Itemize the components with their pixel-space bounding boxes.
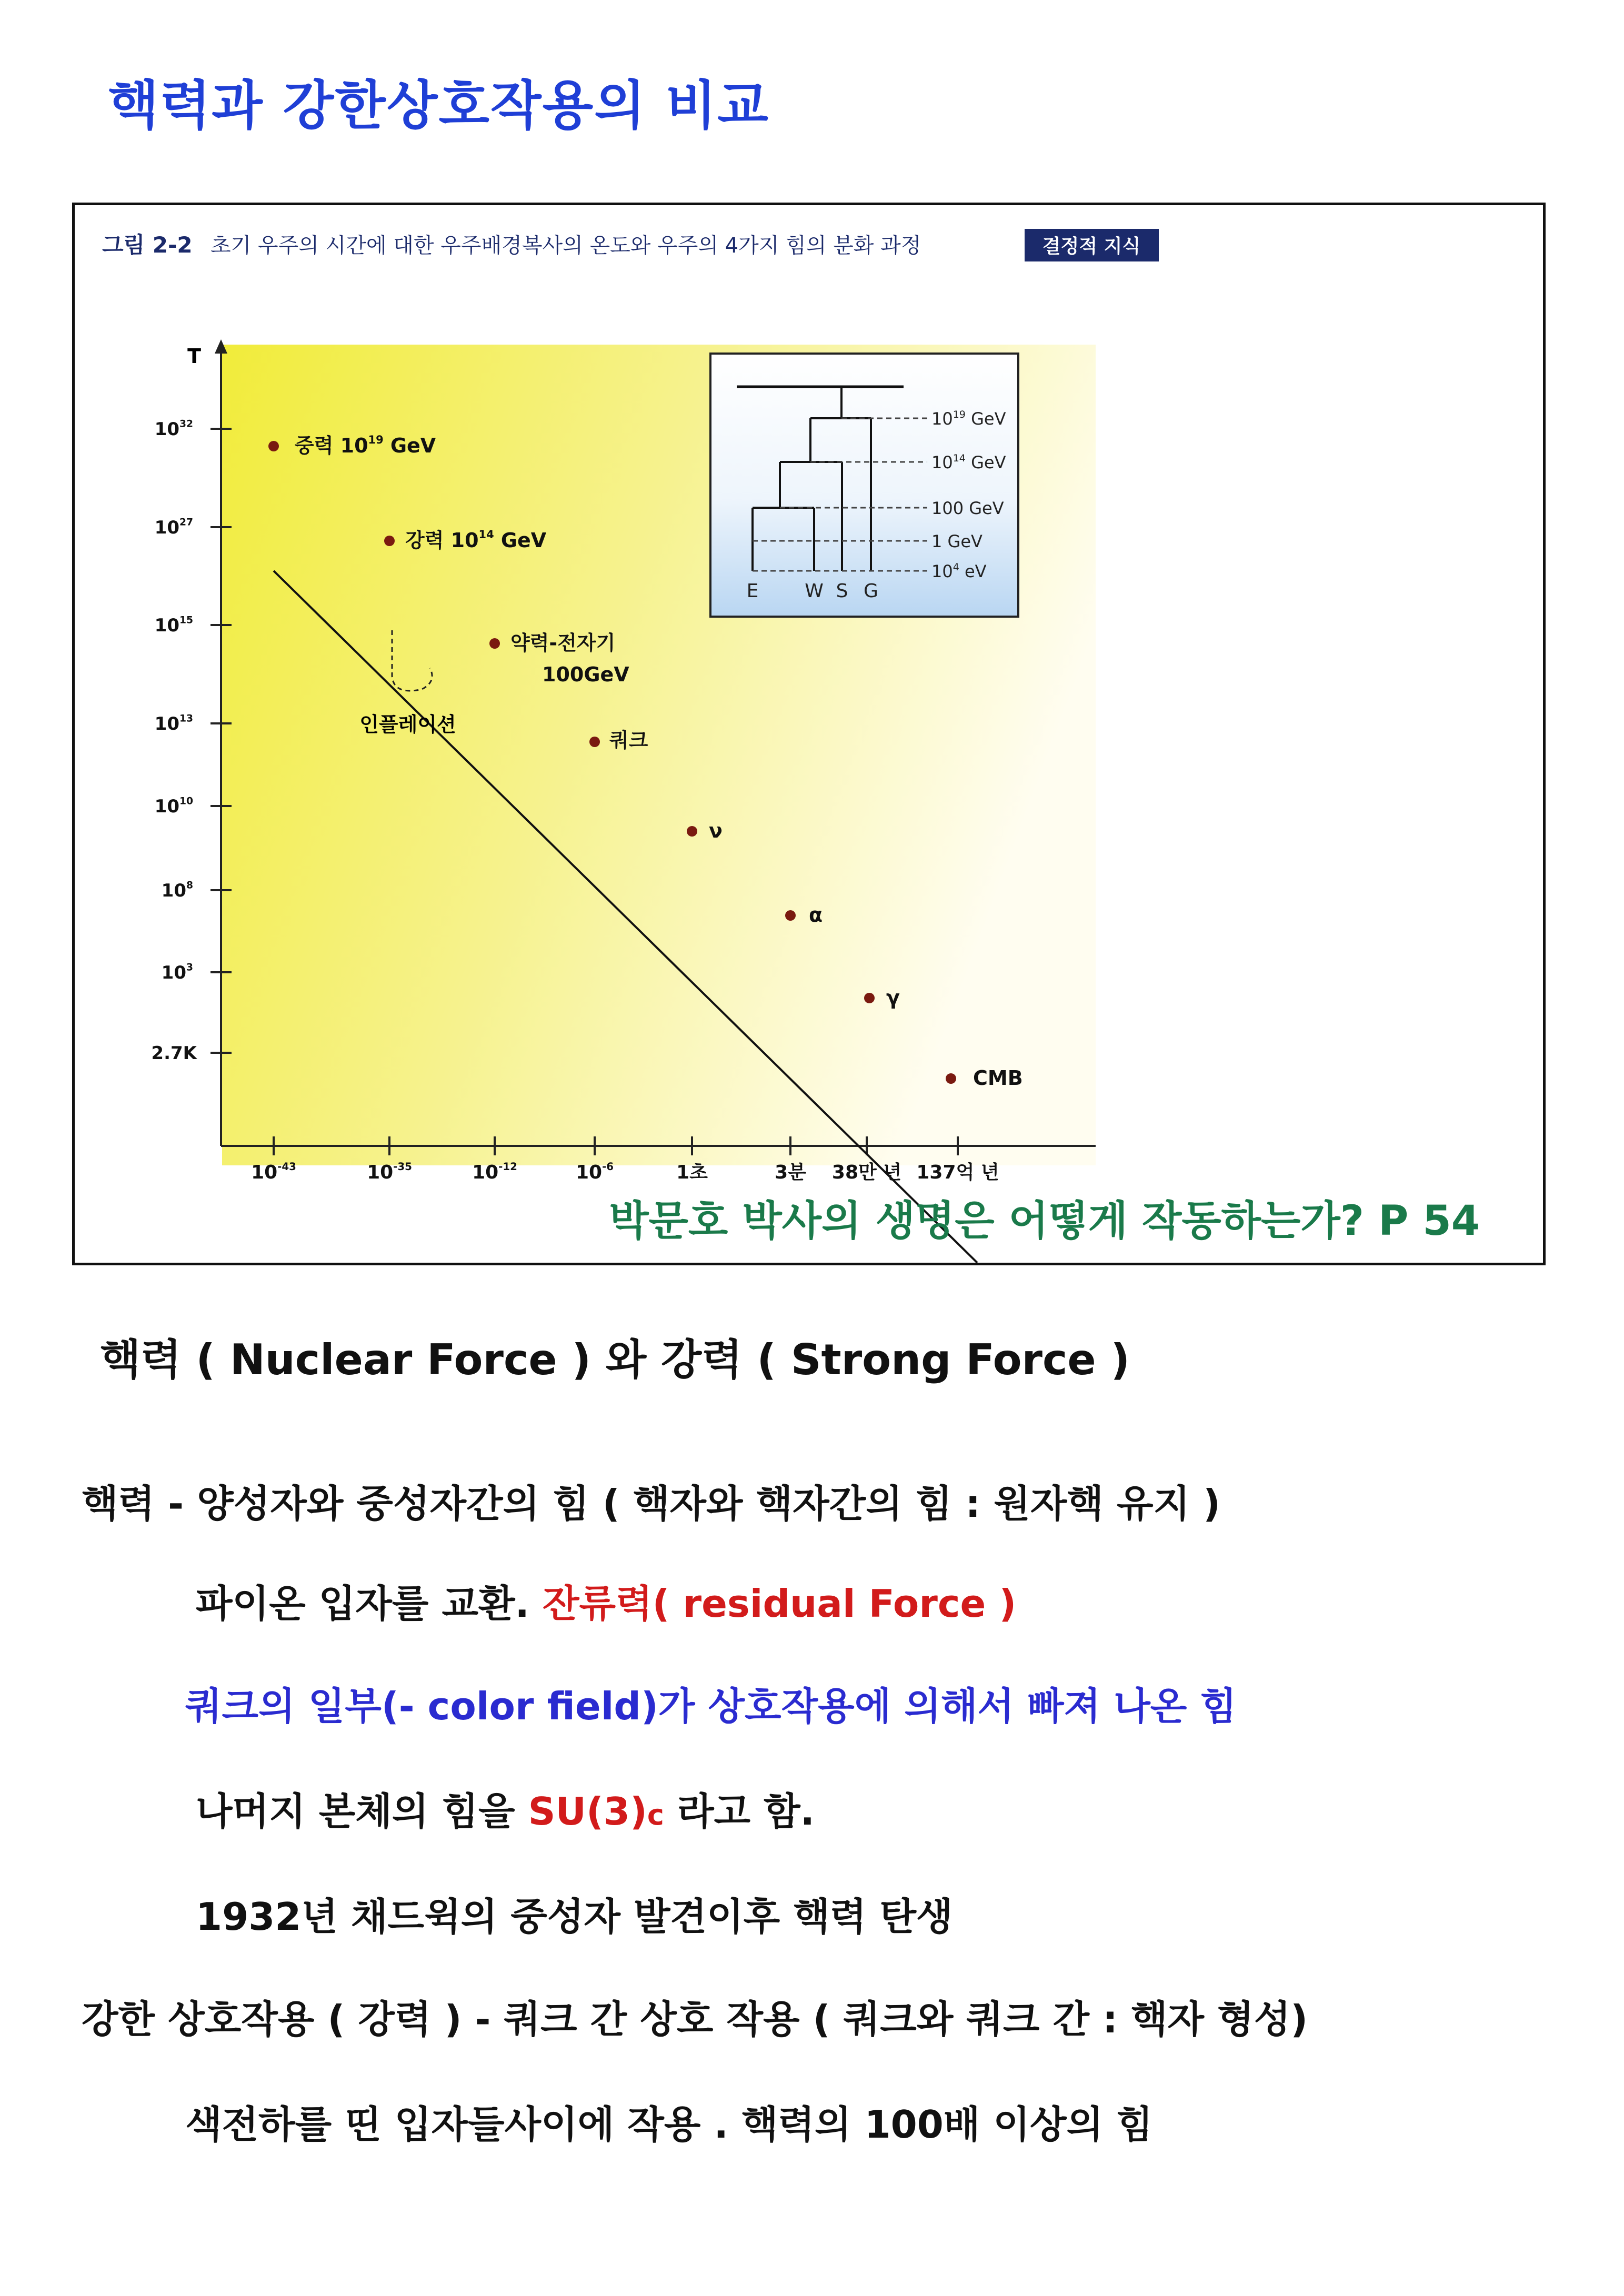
x-tick-label: 137억 년 — [916, 1162, 999, 1183]
x-tick-label: $10^{-6}$ — [575, 1160, 614, 1183]
residual-force-text: 잔류력( residual Force ) — [542, 1582, 1017, 1626]
energy-level-label: 100 GeV — [931, 498, 1004, 518]
y-tick-label: 2.7K — [151, 1043, 197, 1064]
force-label: E — [746, 580, 759, 602]
figure-frame — [72, 203, 1546, 1265]
data-point — [384, 536, 395, 546]
force-split-inset — [710, 354, 1018, 617]
point-label: ν — [709, 819, 723, 842]
energy-level-label: $10^4$ eV — [931, 561, 987, 581]
x-tick-label: 1초 — [676, 1162, 708, 1183]
body-line-su3c — [196, 1781, 815, 1836]
body-line-color-charge: 색전하를 띤 입자들사이에 작용 . 핵력의 100배 이상의 힘 — [185, 2102, 1153, 2147]
figure-chart — [75, 205, 1543, 1263]
body-line-strong-interaction: 강한 상호작용 ( 강력 ) - 쿼크 간 상호 작용 ( 쿼크와 쿼크 간 : 핵자 형성) — [82, 1997, 1308, 2041]
energy-level-label: 1 GeV — [931, 531, 983, 551]
section-heading: 핵력 ( Nuclear Force ) 와 강력 ( Strong Force ) — [100, 1335, 1130, 1384]
su3c-prefix: 나머지 본체의 힘을 — [196, 1789, 528, 1834]
force-label: S — [836, 580, 848, 602]
energy-level-label: $10^{19}$ GeV — [931, 409, 1006, 429]
data-point — [785, 910, 796, 921]
point-label: 쿼크 — [609, 729, 648, 752]
x-tick-label: 3분 — [775, 1162, 806, 1183]
point-label-secondary: 100GeV — [542, 663, 629, 686]
point-label: α — [809, 903, 823, 927]
x-tick-label: $10^{-35}$ — [367, 1160, 412, 1183]
data-point — [489, 638, 500, 649]
point-label: 중력 $10^{19}$ GeV — [295, 433, 436, 457]
y-tick-label: $10^{32}$ — [154, 418, 193, 440]
body-line-color-field: 쿼크의 일부(- color field)가 상호작용에 의해서 빠져 나온 힘 — [185, 1684, 1237, 1728]
body-line-chadwick: 1932년 채드윅의 중성자 발견이후 핵력 탄생 — [196, 1895, 953, 1939]
y-axis-label: T — [187, 345, 201, 368]
figure-badge: 결정적 지식 — [1042, 236, 1141, 257]
y-tick-label: $10^{13}$ — [154, 713, 193, 734]
data-point — [268, 441, 279, 451]
figure-caption-label: 그림 2-2 — [102, 232, 193, 258]
body-line-pion — [196, 1573, 1016, 1628]
y-tick-label: $10^3$ — [161, 962, 193, 983]
x-tick-label: $10^{-43}$ — [251, 1160, 296, 1183]
data-point — [864, 993, 875, 1003]
point-label: CMB — [973, 1066, 1023, 1090]
su3c-suffix: 라고 함. — [664, 1789, 815, 1834]
force-label: W — [805, 580, 824, 602]
point-label: 약력-전자기 — [510, 631, 616, 654]
energy-level-label: $10^{14}$ GeV — [931, 452, 1006, 472]
y-tick-label: $10^{27}$ — [154, 517, 193, 538]
y-tick-label: $10^8$ — [161, 880, 193, 901]
su3-text: SU(3) — [528, 1789, 647, 1834]
data-point — [687, 826, 697, 837]
su3-subscript: c — [647, 1798, 664, 1831]
y-tick-label: $10^{15}$ — [154, 615, 193, 636]
y-tick-label: $10^{10}$ — [154, 795, 193, 817]
data-point — [946, 1073, 956, 1084]
x-tick-label: $10^{-12}$ — [472, 1160, 517, 1183]
point-label: γ — [886, 986, 900, 1009]
x-tick-label: 38만 년 — [831, 1162, 902, 1183]
inflation-label: 인플레이션 — [359, 713, 456, 736]
page-title: 핵력과 강한상호작용의 비교 — [108, 75, 769, 136]
force-label: G — [864, 580, 878, 602]
pion-exchange-text: 파이온 입자를 교환. — [196, 1582, 543, 1626]
data-point — [589, 737, 600, 747]
figure-attribution: 박문호 박사의 생명은 어떻게 작동하는가? P 54 — [609, 1197, 1480, 1245]
figure-caption-text: 초기 우주의 시간에 대한 우주배경복사의 온도와 우주의 4가지 힘의 분화 과정 — [210, 234, 921, 258]
body-line-nuclear-force: 핵력 - 양성자와 중성자간의 힘 ( 핵자와 핵자간의 힘 : 원자핵 유지 ) — [82, 1482, 1221, 1526]
point-label: 강력 $10^{14}$ GeV — [405, 528, 547, 552]
